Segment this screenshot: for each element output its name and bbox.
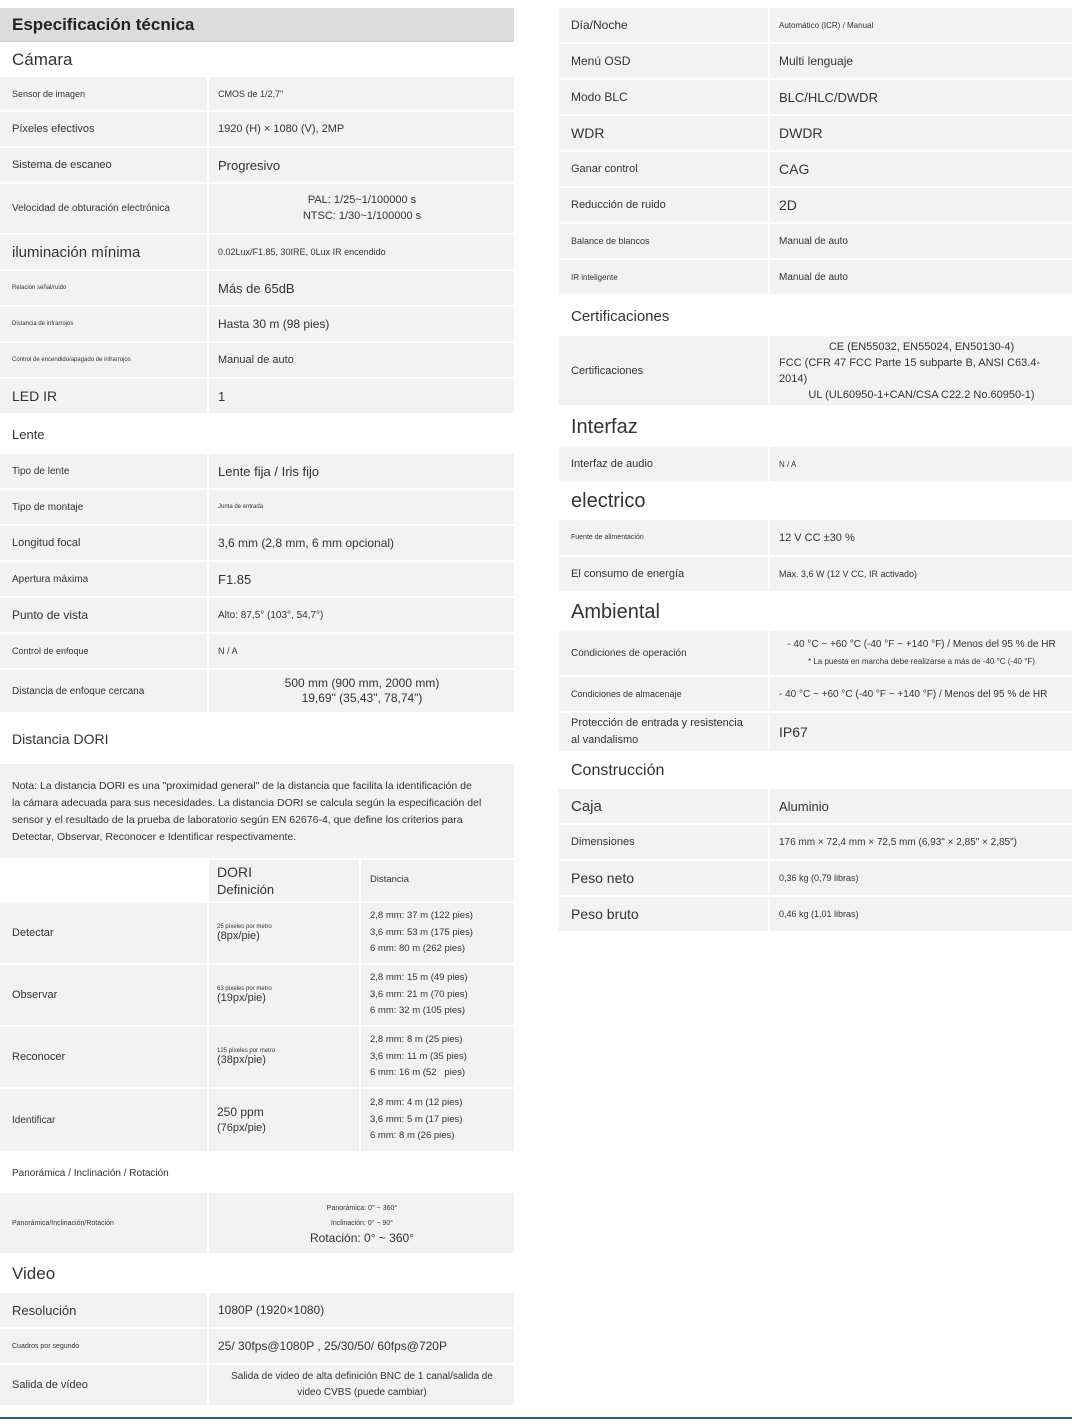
spec-row [0,379,514,415]
spec-row [0,184,514,235]
dori-definition-subtitle: Definición [217,881,275,897]
dori-definition-header [209,860,361,901]
page-bottom-divider [0,1417,1072,1419]
spec-row [0,490,514,526]
dori-row-recognize [0,1027,514,1089]
section-camera: Cámara [12,49,73,69]
dori-dist-line: 3,6 mm: 53 m (175 pies) [370,926,473,938]
dori-note-line: Detectar, Observar, Reconocer e Identificar respectivamente. [12,831,297,843]
spec-label: Control de encendido/apagado de infrarrojos [0,343,209,377]
spec-value [770,336,1072,405]
spec-label: Peso neto [559,861,770,895]
spec-row [559,336,1072,407]
dori-dist-line: 3,6 mm: 5 m (17 pies) [370,1113,463,1125]
spec-label: Resolución [0,1293,209,1327]
spec-row [559,861,1072,897]
spec-label: Fuente de alimentación [559,520,770,555]
spec-value: IP67 [779,724,808,740]
dori-row-detect [0,903,514,965]
spec-value: 2D [779,197,797,213]
spec-row [0,77,514,112]
section-video: Video [12,1264,56,1283]
section-construction: Construcción [571,762,665,779]
spec-row [559,447,1072,483]
spec-value: 1920 (H) × 1080 (V), 2MP [218,123,345,135]
spec-label: Tipo de montaje [0,490,209,524]
spec-value-line: NTSC: 1/30~1/100000 s [302,209,422,222]
spec-value-line: Inclinación: 0° ~ 90° [330,1219,394,1227]
spec-value: Lente fija / Iris fijo [218,463,320,479]
spec-label: Sensor de imagen [0,77,209,110]
spec-label: Velocidad de obturación electrónica [0,184,209,233]
dori-dist-line: 3,6 mm: 11 m (35 pies) [370,1050,467,1062]
section-dori: Distancia DORI [12,731,109,747]
spec-label: Caja [559,789,770,823]
section-interface: Interfaz [571,415,638,438]
spec-row [559,897,1072,933]
dori-dist-line: 2,8 mm: 15 m (49 pies) [370,972,468,984]
spec-label: Control de enfoque [0,634,209,668]
dori-def-line: (76px/pie) [217,1122,266,1134]
spec-value-line: PAL: 1/25~1/100000 s [307,193,417,206]
spec-value [209,1193,514,1253]
dori-def-line: 250 ppm [217,1105,264,1119]
section-lens: Lente [12,427,45,442]
spec-value-line: FCC (CFR 47 FCC Parte 15 subparte B, ANSI C63.4-2014) [779,356,1041,385]
spec-row [559,677,1072,713]
spec-value: N / A [779,459,797,469]
spec-value: 0,46 kg (1,01 libras) [779,909,859,919]
spec-label: Menú OSD [559,44,770,78]
spec-value: Hasta 30 m (98 pies) [218,317,330,331]
spec-label: Ganar control [559,152,770,186]
dori-row-name: Detectar [0,903,209,963]
dori-def-line: 63 píxeles por metro [217,986,272,992]
spec-label: iluminación mínima [0,235,209,269]
spec-value-line: 500 mm (900 mm, 2000 mm) [284,676,440,690]
spec-value: 3,6 mm (2,8 mm, 6 mm opcional) [218,536,395,550]
section-environmental: Ambiental [571,600,660,623]
spec-row [559,224,1072,260]
spec-label: IR inteligente [559,260,770,294]
spec-label: LED IR [0,379,209,413]
spec-row [559,260,1072,296]
spec-row [559,116,1072,152]
spec-value [209,1365,514,1405]
spec-row [0,1365,514,1407]
spec-value-line: 19,69" (35,43", 78,74") [301,691,423,705]
section-electrical: electrico [571,490,646,512]
dori-dist-line: 6 mm: 8 m (26 pies) [370,1130,455,1142]
section-pan-tilt: Panorámica / Inclinación / Rotación [12,1167,169,1179]
spec-label: Condiciones de almacenaje [559,677,770,711]
spec-value-line: Panorámica: 0° ~ 360° [326,1204,398,1212]
dori-row-definition [209,1027,361,1087]
spec-label: El consumo de energía [559,557,770,591]
spec-label: Distancia de enfoque cercana [0,670,209,712]
spec-row [0,526,514,562]
spec-row [0,562,514,598]
dori-dist-line: 2,8 mm: 4 m (12 pies) [370,1097,463,1109]
spec-value: Junta de entrada [218,504,264,510]
spec-label: Condiciones de operación [559,631,770,675]
spec-row [559,789,1072,825]
spec-value: Más de 65dB [218,280,295,296]
spec-value: 0,36 kg (0,79 libras) [779,873,859,883]
dori-row-observe [0,965,514,1027]
left-spec-column [0,8,514,1407]
spec-row [0,634,514,670]
dori-row-name: Identificar [0,1089,209,1151]
dori-def-line: (19px/pie) [217,992,266,1004]
spec-label: Tipo de lente [0,454,209,488]
spec-row [559,44,1072,80]
spec-label: WDR [559,116,770,150]
spec-value: DWDR [779,125,823,141]
spec-label-line: al vandalismo [571,734,639,746]
spec-label: Interfaz de audio [559,447,770,481]
spec-label: Sistema de escaneo [0,148,209,182]
spec-value: 0.02Lux/F1.85, 30IRE, 0Lux IR encendido [218,247,386,257]
spec-value: Manual de auto [779,235,848,247]
spec-row [559,825,1072,861]
spec-label: Relación señal/ruido [0,271,209,305]
spec-value: 1 [218,388,226,404]
spec-label: Cuadros por segundo [0,1329,209,1363]
dori-row-name: Reconocer [0,1027,209,1087]
spec-value: Manual de auto [218,354,294,366]
spec-row [0,670,514,714]
dori-def-line: (38px/pie) [217,1054,266,1066]
spec-row [0,307,514,343]
spec-value: - 40 °C ~ +60 °C (-40 °F ~ +140 °F) / Menos del 95 % de HR [779,688,1048,700]
spec-row [559,188,1072,224]
spec-value: N / A [218,646,238,656]
spec-row [559,557,1072,593]
spec-label: Salida de vídeo [0,1365,209,1405]
spec-value: 12 V CC ±30 % [779,531,855,544]
dori-row-distance [361,965,514,1025]
spec-label: Peso bruto [559,897,770,931]
dori-dist-line: 6 mm: 80 m (262 pies) [370,943,466,955]
dori-note-line: la cámara adecuada para sus necesidades. La distancia DORI se calcula según la especificación del [12,797,482,809]
right-spec-column [559,8,1072,933]
spec-label: Día/Noche [559,8,770,42]
spec-value: 25/ 30fps@1080P , 25/30/50/ 60fps@720P [218,1339,447,1353]
spec-label: Balance de blancos [559,224,770,258]
spec-value [209,184,514,233]
spec-row [0,1293,514,1329]
spec-value: Multi lenguaje [779,54,854,68]
dori-row-distance [361,903,514,963]
spec-value: 176 mm × 72,4 mm × 72,5 mm (6,93" × 2,85" × 2,85") [779,836,1017,848]
section-certifications: Certificaciones [571,307,670,325]
spec-row [0,148,514,184]
spec-value: CAG [779,161,810,177]
spec-value: F1.85 [218,571,252,587]
dori-note [0,764,514,860]
spec-value: Aluminio [779,798,829,814]
dori-row-distance [361,1089,514,1151]
spec-row [559,80,1072,116]
dori-dist-line: 6 mm: 16 m (52 pies) [370,1067,466,1079]
dori-note-line: sensor y el resultado de la prueba de laboratorio según EN 62676-4, que define los criterios para [12,814,463,826]
dori-def-line: (8px/pie) [217,930,260,942]
spec-row [559,520,1072,557]
spec-value-line: video CVBS (puede cambiar) [297,1387,427,1398]
spec-label [559,713,770,751]
dori-note-line: Nota: La distancia DORI es una "proximidad general" de la distancia que facilita la identificación de [12,780,472,792]
spec-row [0,271,514,307]
dori-def-line: 125 píxeles por metro [217,1048,276,1054]
spec-row [0,343,514,379]
spec-title: Especificación técnica [0,8,514,42]
dori-row-definition [209,965,361,1025]
spec-label: Longitud focal [0,526,209,560]
spec-label: Apertura máxima [0,562,209,596]
spec-value: Alto: 87,5° (103°, 54,7°) [218,609,324,621]
dori-dist-line: 6 mm: 32 m (105 pies) [370,1005,466,1017]
spec-value: Manual de auto [779,271,848,283]
spec-row [0,598,514,634]
spec-value: CMOS de 1/2,7" [218,88,284,99]
spec-row [0,1193,514,1255]
spec-value-line: Salida de video de alta definición BNC de 1 canal/salida de [231,1371,493,1382]
spec-row [0,235,514,271]
spec-label: Certificaciones [559,336,770,405]
spec-value: Progresivo [218,157,281,173]
dori-header-empty [0,860,209,901]
spec-value-line: Rotación: 0° ~ 360° [310,1230,414,1245]
spec-label: Píxeles efectivos [0,112,209,146]
spec-label: Dimensiones [559,825,770,859]
spec-label: Reducción de ruido [559,188,770,222]
spec-label: Punto de vista [0,598,209,632]
spec-value: BLC/HLC/DWDR [779,89,878,105]
spec-row [559,713,1072,753]
dori-row-definition [209,903,361,963]
spec-value: Máx. 3,6 W (12 V CC, IR activado) [779,569,918,579]
spec-row [559,631,1072,677]
dori-dist-line: 3,6 mm: 21 m (70 pies) [370,988,468,1000]
spec-value: Automático (ICR) / Manual [779,20,874,30]
spec-row [559,8,1072,44]
spec-label: Panorámica/Inclinación/Rotación [0,1193,209,1253]
spec-row [0,454,514,490]
spec-row [559,152,1072,188]
dori-row-identify [0,1089,514,1153]
spec-label: Distancia de infrarrojos [0,307,209,341]
spec-label: Modo BLC [559,80,770,114]
dori-dist-line: 2,8 mm: 8 m (25 pies) [370,1034,463,1046]
spec-value-line: UL (UL60950-1+CAN/CSA C22.2 No.60950-1) [808,388,1035,401]
dori-dist-line: 2,8 mm: 37 m (122 pies) [370,910,473,922]
spec-row [0,112,514,148]
spec-value: 1080P (1920×1080) [218,1303,325,1317]
dori-row-name: Observar [0,965,209,1025]
spec-value [770,631,1072,675]
dori-row-distance [361,1027,514,1087]
spec-value [209,670,514,712]
spec-value-line: CE (EN55032, EN55024, EN50130-4) [828,340,1015,353]
spec-value-line: * La puesta en marcha debe realizarse a más de -40 °C (-40 °F) [808,657,1035,666]
dori-table-header [0,860,514,903]
dori-distance-header: Distancia [370,874,410,886]
spec-row [0,1329,514,1365]
dori-definition-title: DORI [217,863,252,880]
spec-label-line: Protección de entrada y resistencia [571,717,743,729]
dori-def-line: 25 píxeles por metro [217,924,272,930]
dori-row-definition [209,1089,361,1151]
spec-value-line: - 40 °C ~ +60 °C (-40 °F ~ +140 °F) / Menos del 95 % de HR [787,639,1056,650]
